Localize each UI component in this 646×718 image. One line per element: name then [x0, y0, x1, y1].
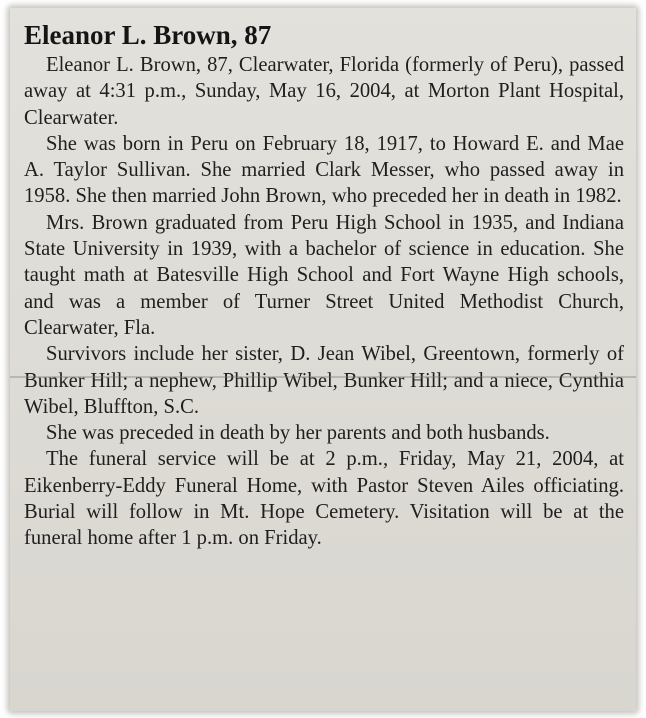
paragraph-education-career: Mrs. Brown graduated from Peru High School in 1935, and Indiana State University in 1939, with a bachelor of science in education. She taught math at Batesville High School and Fort Wayne High schools, and was a member of Turner Street United Methodist Church, Clearwater, Fla.	[24, 211, 624, 339]
newspaper-clipping	[10, 8, 636, 711]
obituary-headline: Eleanor L. Brown, 87	[24, 20, 272, 50]
paragraph-preceded: She was preceded in death by her parents and both husbands.	[46, 422, 550, 445]
paragraph-funeral-service: The funeral service will be at 2 p.m., Friday, May 21, 2004, at Eikenberry-Eddy Funeral Home, with Pastor Steven Ailes officiating. Burial will follow in Mt. Hope Cemetery. Visitation will be at the funeral home after 1 p.m. on Friday.	[24, 448, 624, 550]
paragraph-birth-marriage: She was born in Peru on February 18, 1917, to Howard E. and Mae A. Taylor Sullivan. She married Clark Messer, who passed away in 1958. She then married John Brown, who preceded her in death in 1982.	[24, 132, 624, 208]
paragraph-death-notice: Eleanor L. Brown, 87, Clearwater, Florida (formerly of Peru), passed away at 4:31 p.m., Sunday, May 16, 2004, at Morton Plant Hospital, Clearwater.	[24, 54, 624, 129]
obituary-article	[24, 20, 624, 552]
paragraph-survivors: Survivors include her sister, D. Jean Wibel, Greentown, formerly of Bunker Hill; a nephew, Phillip Wibel, Bunker Hill; and a niece, Cynthia Wibel, Bluffton, S.C.	[24, 343, 624, 418]
